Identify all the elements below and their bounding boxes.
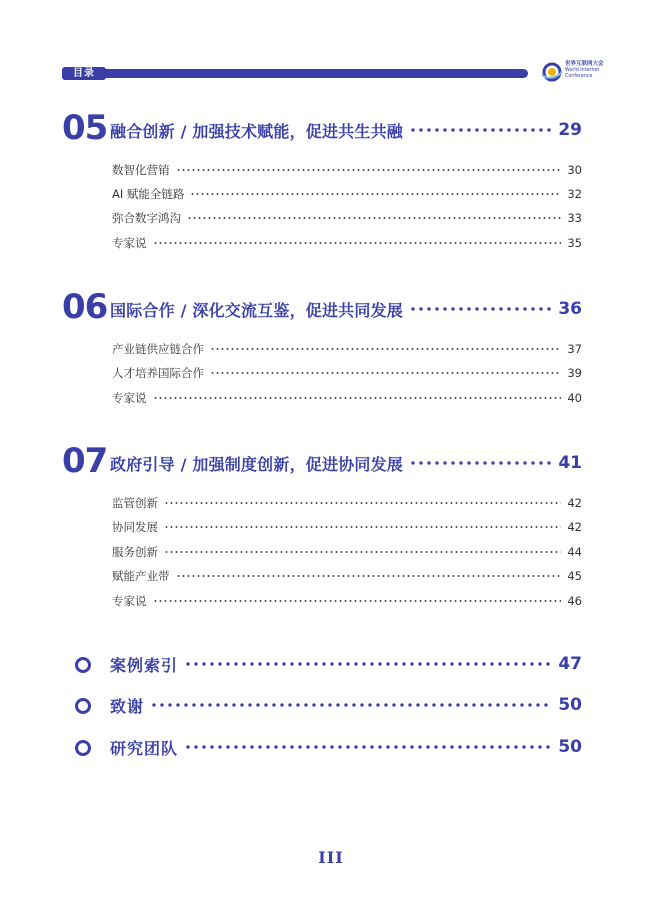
toc-entry[interactable] bbox=[112, 365, 582, 381]
entry-page: 45 bbox=[567, 569, 582, 583]
toc-entry[interactable] bbox=[112, 210, 582, 226]
extra-heading[interactable] bbox=[110, 736, 582, 758]
section-heading[interactable] bbox=[110, 119, 582, 141]
entry-page: 39 bbox=[567, 366, 582, 380]
section-number: 06 bbox=[62, 287, 108, 327]
leader-dots bbox=[184, 744, 552, 750]
leader-dots bbox=[184, 661, 552, 667]
extra-title: 研究团队 bbox=[110, 738, 179, 758]
toc-entry[interactable] bbox=[112, 568, 582, 584]
ring-bullet-icon bbox=[75, 740, 91, 756]
section-title: 国际合作 / 深化交流互鉴，促进共同发展 bbox=[110, 300, 403, 320]
wic-logo-icon bbox=[540, 60, 564, 84]
entry-title: 专家说 bbox=[112, 236, 147, 250]
leader-dots bbox=[176, 168, 562, 172]
extra-title: 案例索引 bbox=[110, 655, 179, 675]
entry-title: 专家说 bbox=[112, 594, 147, 608]
toc-entry[interactable] bbox=[112, 390, 582, 406]
toc-entry[interactable] bbox=[112, 544, 582, 560]
entry-page: 33 bbox=[567, 211, 582, 225]
leader-dots bbox=[153, 599, 562, 603]
toc-entry[interactable] bbox=[112, 186, 582, 202]
ring-bullet-icon bbox=[75, 657, 91, 673]
leader-dots bbox=[153, 396, 562, 400]
toc-entry[interactable] bbox=[112, 495, 582, 511]
toc-entry[interactable] bbox=[112, 235, 582, 251]
leader-dots bbox=[153, 241, 562, 245]
leader-dots bbox=[187, 216, 561, 220]
extra-title: 致谢 bbox=[110, 696, 145, 716]
leader-dots bbox=[409, 127, 552, 133]
leader-dots bbox=[176, 574, 562, 578]
entry-title: 弥合数字鸿沟 bbox=[112, 211, 181, 225]
section-heading[interactable] bbox=[110, 298, 582, 320]
extra-page: 50 bbox=[558, 695, 582, 715]
ring-bullet-icon bbox=[75, 698, 91, 714]
section-number: 07 bbox=[62, 441, 108, 481]
toc-label: 目录 bbox=[62, 67, 106, 80]
extra-heading[interactable] bbox=[110, 653, 582, 675]
entry-title: 赋能产业带 bbox=[112, 569, 170, 583]
leader-dots bbox=[164, 525, 561, 529]
entry-title: AI 赋能全链路 bbox=[112, 187, 185, 201]
extra-heading[interactable] bbox=[110, 694, 582, 716]
entry-page: 37 bbox=[567, 342, 582, 356]
entry-title: 数智化营销 bbox=[112, 163, 170, 177]
leader-dots bbox=[164, 550, 561, 554]
wic-logo bbox=[540, 60, 630, 84]
logo-en-1: World Internet bbox=[565, 68, 600, 73]
extra-page: 47 bbox=[558, 654, 582, 674]
entry-page: 44 bbox=[567, 545, 582, 559]
toc-entry[interactable] bbox=[112, 341, 582, 357]
section-title: 融合创新 / 加强技术赋能，促进共生共融 bbox=[110, 121, 403, 141]
leader-dots bbox=[210, 371, 561, 375]
toc-entry[interactable] bbox=[112, 519, 582, 535]
entry-page: 42 bbox=[567, 496, 582, 510]
leader-dots bbox=[409, 306, 552, 312]
entry-title: 专家说 bbox=[112, 391, 147, 405]
section-title: 政府引导 / 加强制度创新，促进协同发展 bbox=[110, 454, 403, 474]
header-bar bbox=[104, 69, 528, 78]
entry-page: 35 bbox=[567, 236, 582, 250]
entry-page: 32 bbox=[567, 187, 582, 201]
leader-dots bbox=[409, 460, 552, 466]
entry-title: 人才培养国际合作 bbox=[112, 366, 204, 380]
section-page: 29 bbox=[558, 120, 582, 140]
leader-dots bbox=[164, 501, 561, 505]
toc-entry[interactable] bbox=[112, 162, 582, 178]
entry-page: 42 bbox=[567, 520, 582, 534]
entry-title: 产业链供应链合作 bbox=[112, 342, 204, 356]
leader-dots bbox=[190, 192, 561, 196]
toc-entry[interactable] bbox=[112, 593, 582, 609]
entry-page: 46 bbox=[567, 594, 582, 608]
section-page: 36 bbox=[558, 299, 582, 319]
logo-cn: 世界互联网大会 bbox=[565, 61, 604, 67]
entry-title: 协同发展 bbox=[112, 520, 158, 534]
page-number: III bbox=[318, 848, 344, 867]
section-heading[interactable] bbox=[110, 452, 582, 474]
extra-page: 50 bbox=[558, 737, 582, 757]
leader-dots bbox=[210, 347, 561, 351]
logo-en-2: Conference bbox=[565, 73, 593, 79]
section-page: 41 bbox=[558, 453, 582, 473]
leader-dots bbox=[150, 702, 552, 708]
entry-title: 服务创新 bbox=[112, 545, 158, 559]
entry-page: 30 bbox=[567, 163, 582, 177]
entry-page: 40 bbox=[567, 391, 582, 405]
entry-title: 监管创新 bbox=[112, 496, 158, 510]
section-number: 05 bbox=[62, 108, 108, 148]
